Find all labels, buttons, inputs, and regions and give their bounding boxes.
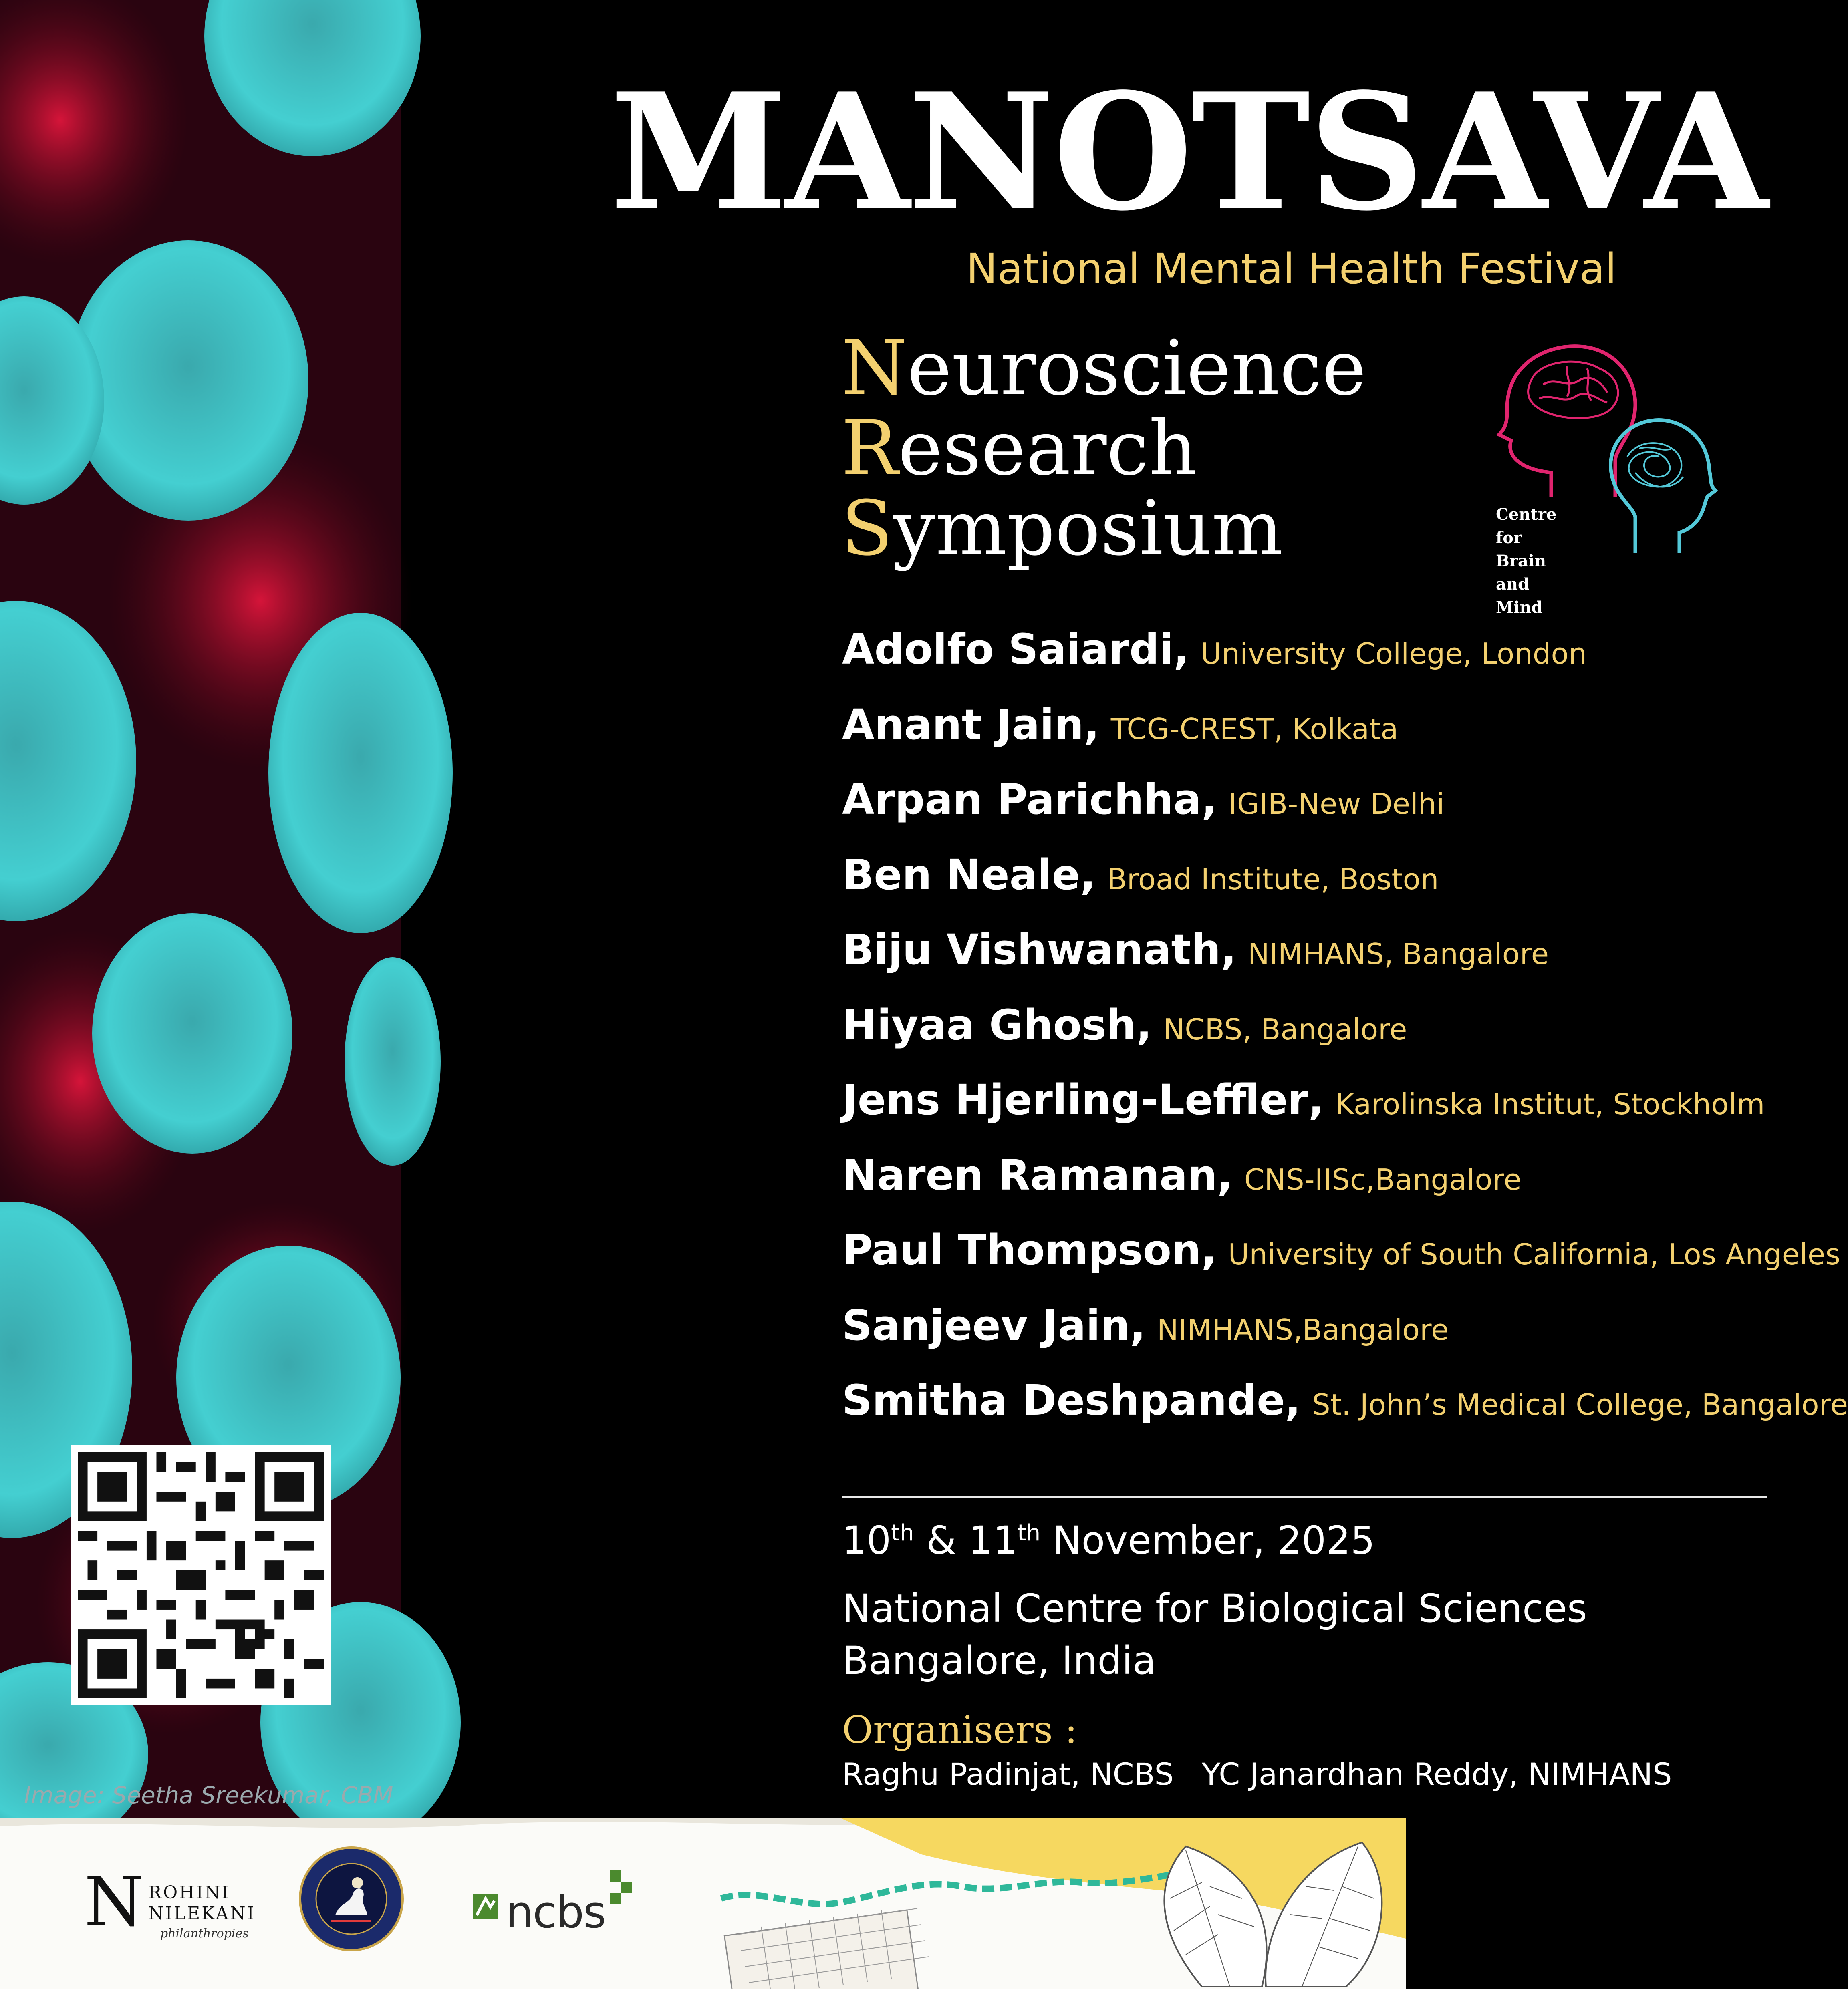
speaker-affiliation: University College, London [1200, 637, 1587, 670]
speaker-affiliation: NIMHANS,Bangalore [1157, 1313, 1449, 1347]
two-heads-brain-icon [1447, 328, 1727, 569]
separator: , [1308, 1075, 1324, 1124]
speaker-row [842, 1001, 1796, 1076]
speaker-name: Hiyaa Ghosh [842, 1000, 1136, 1049]
speaker-row [842, 775, 1796, 850]
speaker-name: Anant Jain [842, 700, 1084, 749]
content-panel [401, 0, 1848, 1818]
speaker-row [842, 625, 1796, 700]
speaker-row [842, 1376, 1848, 1451]
centre-for-brain-and-mind-label: Centre for Brain and Mind [1496, 505, 1557, 617]
speaker-name: Biju Vishwanath [842, 925, 1221, 974]
microscopy-image [0, 0, 401, 1818]
image-credit: Image: Seetha Sreekumar, CBM [24, 1782, 393, 1809]
symposium-title-line-1: Neuroscience [841, 324, 1366, 412]
venue-name: National Centre for Biological Sciences [842, 1586, 1587, 1631]
speaker-affiliation: TCG-CREST, Kolkata [1110, 712, 1399, 746]
speaker-name: Ben Neale [842, 850, 1080, 899]
festival-title: MANOTSAVA [610, 58, 1767, 246]
separator: , [1201, 1226, 1217, 1274]
separator: , [1217, 1150, 1233, 1200]
separator: , [1084, 700, 1100, 749]
speaker-row [842, 1151, 1796, 1226]
separator: , [1201, 775, 1217, 824]
speaker-name: Paul Thompson [842, 1226, 1201, 1274]
sponsor-strip [0, 1818, 1406, 1989]
qr-code[interactable] [71, 1445, 331, 1705]
speaker-affiliation: NIMHANS, Bangalore [1247, 937, 1549, 971]
separator: , [1221, 925, 1237, 974]
organisers-heading: Organisers : [842, 1708, 1078, 1752]
separator: , [1080, 850, 1096, 899]
ncbs-logo-icon: ncbs [470, 1862, 638, 1943]
separator: , [1285, 1376, 1301, 1425]
speaker-list [842, 625, 1848, 1451]
organiser-name: Raghu Padinjat, NCBS [842, 1756, 1174, 1792]
rohini-nilekani-logo-icon: N ROHINI NILEKANI philanthropies [84, 1862, 256, 1942]
symposium-title-line-2: Research [841, 405, 1197, 492]
speaker-row [842, 1075, 1796, 1151]
speaker-affiliation: CNS-IISc,Bangalore [1244, 1162, 1522, 1196]
event-date: 10th & 11th November, 2025 [842, 1518, 1375, 1563]
speaker-affiliation: University of South California, Los Angeles [1228, 1238, 1840, 1271]
speaker-affiliation: Broad Institute, Boston [1107, 862, 1439, 896]
speaker-name: Naren Ramanan [842, 1150, 1217, 1200]
divider [842, 1496, 1767, 1498]
separator: , [1130, 1300, 1146, 1350]
speaker-affiliation: Karolinska Institut, Stockholm [1335, 1087, 1765, 1121]
speaker-row [842, 1226, 1840, 1301]
speaker-row [842, 925, 1796, 1001]
organiser-name: YC Janardhan Reddy, NIMHANS [1202, 1756, 1672, 1792]
festival-subtitle: National Mental Health Festival [966, 244, 1617, 293]
speaker-affiliation: IGIB-New Delhi [1228, 787, 1445, 821]
speaker-name: Smitha Deshpande [842, 1376, 1285, 1425]
speaker-name: Jens Hjerling-Leffler [842, 1075, 1308, 1124]
nimhans-emblem-icon [297, 1845, 405, 1953]
speaker-row [842, 850, 1796, 926]
speaker-affiliation: St. John’s Medical College, Bangalore [1312, 1388, 1848, 1421]
speaker-affiliation: NCBS, Bangalore [1163, 1012, 1407, 1046]
symposium-title-line-3: Symposium [841, 485, 1283, 572]
separator: , [1136, 1000, 1152, 1049]
speaker-name: Adolfo Saiardi [842, 625, 1174, 674]
speaker-row [842, 700, 1796, 775]
qr-code-icon [78, 1452, 324, 1698]
speaker-name: Arpan Parichha [842, 775, 1202, 824]
speaker-row [842, 1301, 1796, 1376]
speaker-name: Sanjeev Jain [842, 1300, 1130, 1350]
venue-location: Bangalore, India [842, 1638, 1156, 1683]
separator: , [1173, 625, 1189, 674]
